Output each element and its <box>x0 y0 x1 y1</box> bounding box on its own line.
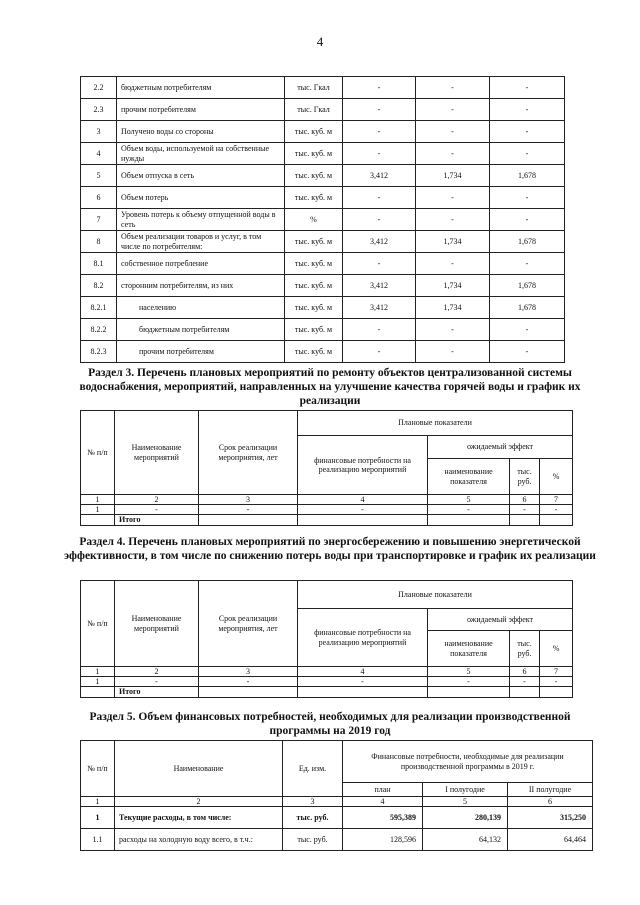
row-value: - <box>416 319 490 341</box>
table-row <box>81 165 565 187</box>
table-row <box>81 143 565 165</box>
section-3-title: Раздел 3. Перечень плановых мероприятий по ремонту объектов централизованной системы водоснабжения, мероприятий, направленных на улучшение качества горячей воды и график их реализации <box>79 367 581 407</box>
row-value: 1,734 <box>416 165 490 187</box>
row-h2: 315,250 <box>508 807 593 829</box>
row-unit: тыс. куб. м <box>285 253 343 275</box>
row-number: 8 <box>81 231 117 253</box>
row-value: - <box>343 143 416 165</box>
table-row <box>81 187 565 209</box>
row-unit: тыс. куб. м <box>285 341 343 363</box>
row-value: - <box>490 209 565 231</box>
row-number: 8.2.3 <box>81 341 117 363</box>
row-name: Объем отпуска в сеть <box>117 165 285 187</box>
row-unit: тыс. куб. м <box>285 231 343 253</box>
row-value: - <box>343 77 416 99</box>
row-value: - <box>416 187 490 209</box>
col-number: 5 <box>423 797 508 807</box>
table-row <box>81 319 565 341</box>
cell: - <box>199 677 298 687</box>
col-term-header: Срок реализации мероприятия, лет <box>199 581 298 667</box>
row-value: - <box>490 187 565 209</box>
row-unit: тыс. куб. м <box>285 319 343 341</box>
row-value: - <box>343 99 416 121</box>
col-h2-header: II полугодие <box>508 783 593 797</box>
table-row <box>81 275 565 297</box>
row-value: - <box>490 143 565 165</box>
row-value: - <box>490 121 565 143</box>
row-value: - <box>416 121 490 143</box>
cell: - <box>298 677 428 687</box>
cell: - <box>115 677 199 687</box>
col-number: 1 <box>81 495 115 505</box>
row-name: бюджетным потребителям <box>117 319 285 341</box>
row-value: 3,412 <box>343 231 416 253</box>
row-unit: тыс. руб. <box>283 829 343 851</box>
cell: - <box>540 677 573 687</box>
row-name: расходы на холодную воду всего, в т.ч.: <box>115 829 283 851</box>
col-number: 3 <box>283 797 343 807</box>
col-number: 3 <box>199 495 298 505</box>
col-number: 4 <box>298 495 428 505</box>
expected-effect-header: ожидаемый эффект <box>428 436 573 459</box>
row-unit: тыс. куб. м <box>285 275 343 297</box>
row-unit: тыс. куб. м <box>285 165 343 187</box>
row-value: - <box>343 209 416 231</box>
col-number: 2 <box>115 495 199 505</box>
row-unit: тыс. Гкал <box>285 99 343 121</box>
table-row <box>81 829 593 851</box>
row-number: 4 <box>81 143 117 165</box>
row-value: - <box>416 99 490 121</box>
row-name: прочим потребителям <box>117 341 285 363</box>
section-4-title: Раздел 4. Перечень плановых мероприятий по энергосбережению и повышению энергетической эффективности, в том числе по снижению потерь воды при транспортировке и график их реализации <box>64 536 596 562</box>
col-number: 5 <box>428 667 510 677</box>
row-value: - <box>416 143 490 165</box>
row-number: 3 <box>81 121 117 143</box>
row-number: 2.2 <box>81 77 117 99</box>
col-thousand-rub-header: тыс. руб. <box>510 459 540 495</box>
row-value: - <box>490 319 565 341</box>
row-value: - <box>490 99 565 121</box>
row-plan: 128,596 <box>343 829 423 851</box>
row-value: 3,412 <box>343 165 416 187</box>
row-value: - <box>343 187 416 209</box>
col-plan-header: план <box>343 783 423 797</box>
row-value: 1,678 <box>490 231 565 253</box>
col-number: 2 <box>115 667 199 677</box>
row-unit: тыс. Гкал <box>285 77 343 99</box>
total-label: Итого <box>115 515 199 525</box>
row-value: 3,412 <box>343 297 416 319</box>
row-unit: тыс. куб. м <box>285 187 343 209</box>
col-name-header: Наименование <box>115 741 283 797</box>
planned-indicators-header: Плановые показатели <box>298 581 573 609</box>
total-row <box>81 687 573 697</box>
row-number: 5 <box>81 165 117 187</box>
row-number: 1.1 <box>81 829 115 851</box>
row-value: - <box>490 341 565 363</box>
row-unit: тыс. куб. м <box>285 297 343 319</box>
total-label: Итого <box>115 687 199 697</box>
row-value: - <box>416 77 490 99</box>
row-number: 6 <box>81 187 117 209</box>
row-value: 1,734 <box>416 231 490 253</box>
table-row <box>81 341 565 363</box>
col-name-header: Наименование мероприятий <box>115 411 199 495</box>
row-number: 8.2.1 <box>81 297 117 319</box>
row-name: Объем воды, используемой на собственные нужды <box>117 143 285 165</box>
col-finance-header: финансовые потребности на реализацию мероприятий <box>298 436 428 495</box>
col-number: 1 <box>81 667 115 677</box>
cell: - <box>298 505 428 515</box>
row-unit: тыс. руб. <box>283 807 343 829</box>
col-number: 6 <box>510 495 540 505</box>
row-name: Текущие расходы, в том числе: <box>115 807 283 829</box>
row-value: - <box>343 319 416 341</box>
row-name: сторонним потребителям, из них <box>117 275 285 297</box>
table-row <box>81 297 565 319</box>
planned-indicators-header: Плановые показатели <box>298 411 573 436</box>
col-term-header: Срок реализации мероприятия, лет <box>199 411 298 495</box>
col-h1-header: I полугодие <box>423 783 508 797</box>
col-num-header: № п/п <box>81 411 115 495</box>
cell: - <box>199 505 298 515</box>
row-number: 7 <box>81 209 117 231</box>
row-value: 1,678 <box>490 275 565 297</box>
column-number-row <box>81 667 573 677</box>
col-indicator-header: наименование показателя <box>428 631 510 667</box>
row-name: Объем реализации товаров и услуг, в том числе по потребителям: <box>117 231 285 253</box>
cell: - <box>510 505 540 515</box>
row-h2: 64,464 <box>508 829 593 851</box>
table-row <box>81 253 565 275</box>
row-value: 3,412 <box>343 275 416 297</box>
row-number: 8.2 <box>81 275 117 297</box>
table-row <box>81 121 565 143</box>
water-balance-table <box>80 76 565 363</box>
section-3-table <box>80 410 573 526</box>
col-thousand-rub-header: тыс. руб. <box>510 631 540 667</box>
col-number: 3 <box>199 667 298 677</box>
row-value: 1,678 <box>490 297 565 319</box>
row-value: - <box>416 209 490 231</box>
row-value: - <box>416 253 490 275</box>
col-percent-header: % <box>540 459 573 495</box>
row-value: - <box>416 341 490 363</box>
col-num-header: № п/п <box>81 741 115 797</box>
col-number: 6 <box>508 797 593 807</box>
row-name: Уровень потерь к объему отпущенной воды в сеть <box>117 209 285 231</box>
cell: - <box>510 677 540 687</box>
col-indicator-header: наименование показателя <box>428 459 510 495</box>
column-number-row <box>81 495 573 505</box>
col-finance-header: финансовые потребности на реализацию мероприятий <box>298 609 428 667</box>
row-unit: тыс. куб. м <box>285 121 343 143</box>
row-h1: 64,132 <box>423 829 508 851</box>
row-value: 1,734 <box>416 297 490 319</box>
row-value: - <box>490 253 565 275</box>
total-row <box>81 515 573 525</box>
row-name: Объем потерь <box>117 187 285 209</box>
row-unit: тыс. куб. м <box>285 143 343 165</box>
row-name: бюджетным потребителям <box>117 77 285 99</box>
cell: - <box>428 677 510 687</box>
col-number: 4 <box>343 797 423 807</box>
col-number: 2 <box>115 797 283 807</box>
row-number: 2.3 <box>81 99 117 121</box>
table-row <box>81 77 565 99</box>
cell: - <box>428 505 510 515</box>
table-row <box>81 209 565 231</box>
finance-needs-header: Финансовые потребности, необходимые для реализации производственной программы в 2019 г. <box>343 741 593 783</box>
row-value: - <box>343 341 416 363</box>
row-value: 1,734 <box>416 275 490 297</box>
col-number: 5 <box>428 495 510 505</box>
col-number: 1 <box>81 797 115 807</box>
row-name: прочим потребителям <box>117 99 285 121</box>
row-plan: 595,389 <box>343 807 423 829</box>
section-5-title: Раздел 5. Объем финансовых потребностей, необходимых для реализации производственной программы на 2019 год <box>89 711 571 737</box>
column-number-row <box>81 797 593 807</box>
table-row <box>81 677 573 687</box>
cell: - <box>115 505 199 515</box>
row-name: Получено воды со стороны <box>117 121 285 143</box>
col-name-header: Наименование мероприятий <box>115 581 199 667</box>
col-number: 6 <box>510 667 540 677</box>
page-number: 4 <box>316 34 324 49</box>
table-row <box>81 231 565 253</box>
row-h1: 280,139 <box>423 807 508 829</box>
col-num-header: № п/п <box>81 581 115 667</box>
row-name: населению <box>117 297 285 319</box>
row-number: 8.2.2 <box>81 319 117 341</box>
table-row <box>81 807 593 829</box>
cell: 1 <box>81 677 115 687</box>
row-unit: % <box>285 209 343 231</box>
row-value: - <box>343 253 416 275</box>
section-5-table <box>80 740 593 851</box>
col-number: 7 <box>540 667 573 677</box>
row-value: - <box>343 121 416 143</box>
expected-effect-header: ожидаемый эффект <box>428 609 573 631</box>
table-row <box>81 505 573 515</box>
cell: 1 <box>81 505 115 515</box>
row-name: собственное потребление <box>117 253 285 275</box>
row-number: 1 <box>81 807 115 829</box>
row-value: - <box>490 77 565 99</box>
section-4-table <box>80 580 573 698</box>
col-number: 4 <box>298 667 428 677</box>
cell: - <box>540 505 573 515</box>
col-percent-header: % <box>540 631 573 667</box>
table-row <box>81 99 565 121</box>
col-unit-header: Ед. изм. <box>283 741 343 797</box>
row-number: 8.1 <box>81 253 117 275</box>
row-value: 1,678 <box>490 165 565 187</box>
col-number: 7 <box>540 495 573 505</box>
